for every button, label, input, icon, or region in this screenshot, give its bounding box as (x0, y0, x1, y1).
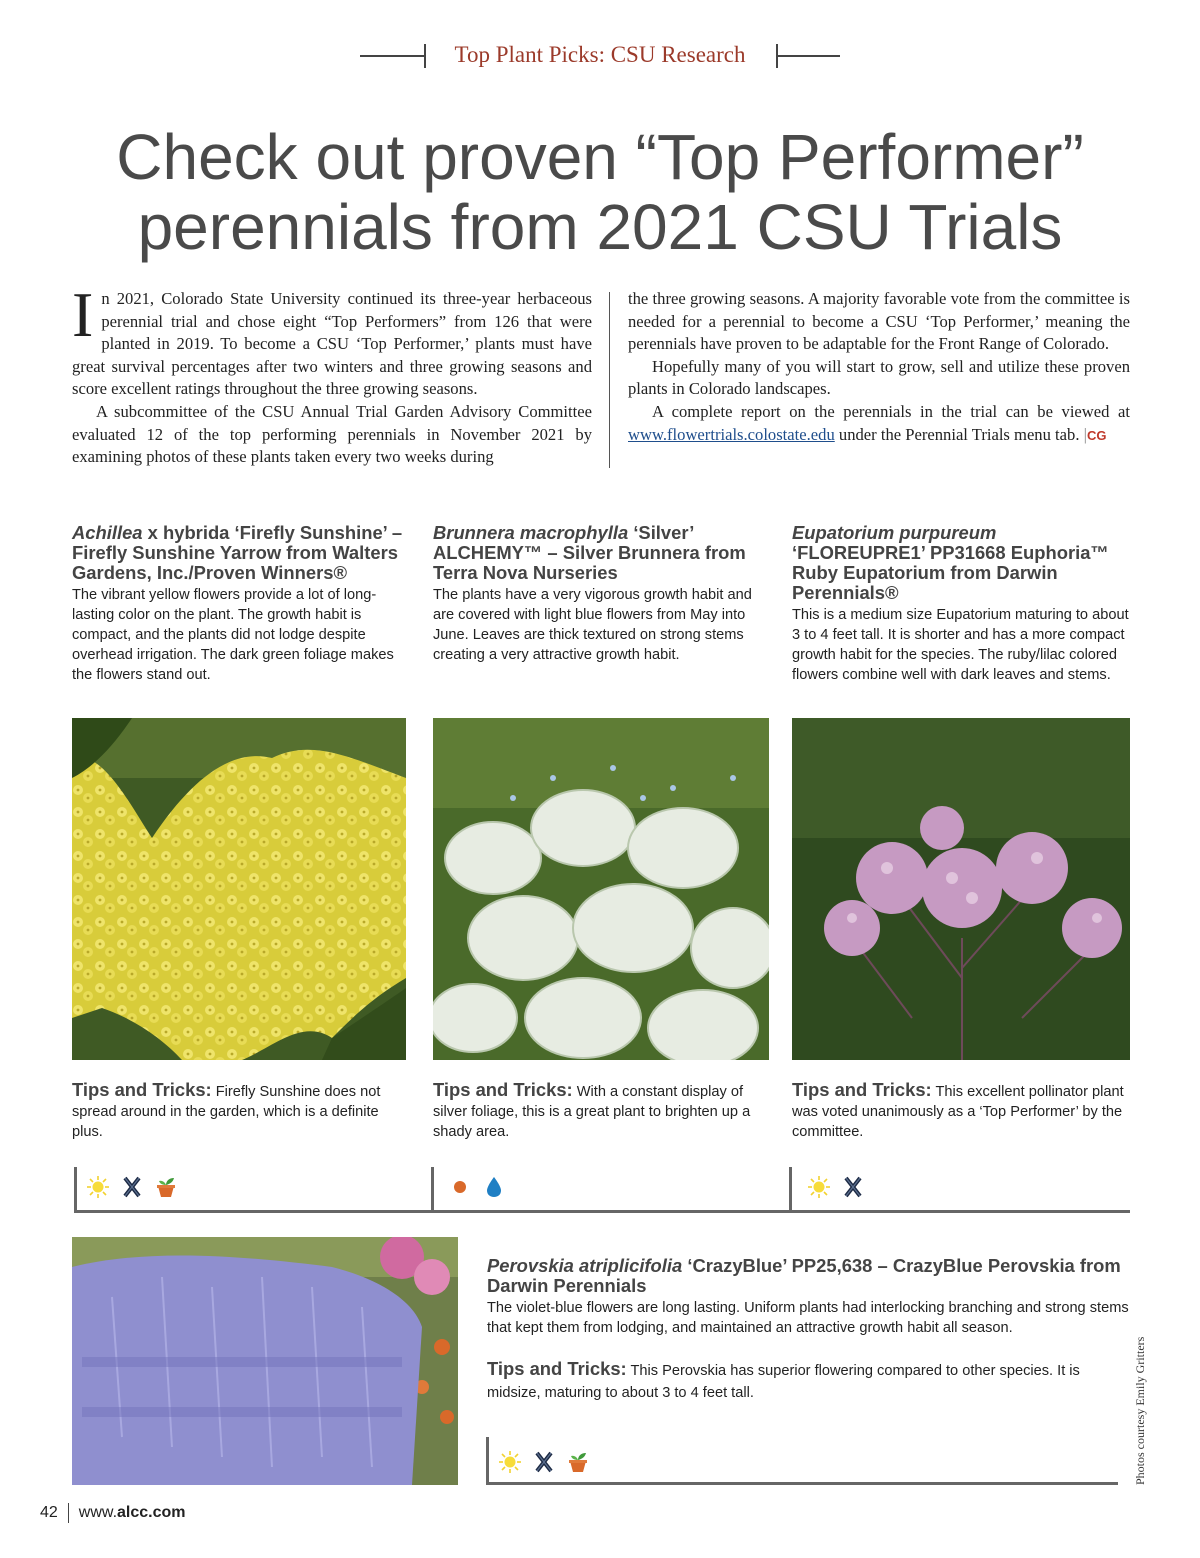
footer-domain[interactable]: alcc.com (117, 1504, 186, 1521)
deer-resistant-x-icon (120, 1175, 144, 1199)
icon-bar-base (74, 1210, 1130, 1213)
full-sun-icon (498, 1450, 522, 1474)
headline-line-1: Check out proven “Top Performer” (116, 121, 1084, 193)
section-title: Top Plant Picks: CSU Research (454, 42, 746, 67)
part-shade-icon (448, 1175, 472, 1199)
signature-separator: | (1083, 424, 1087, 444)
container-plant-icon (154, 1175, 178, 1199)
plant-description: This is a medium size Eupatorium maturing to about 3 to 4 feet tall. It is shorter and has a more compact growth habit for the species. The ruby/lilac colored flowers combine well with dark leaves and stems. (792, 607, 1129, 683)
plant-entry-perovskia (487, 1256, 1137, 1404)
footer-domain-prefix: www. (78, 1504, 118, 1521)
plant-name: ‘Silver’ ALCHEMY™ – Silver Brunnera from Terra Nova Nurseries (433, 522, 746, 583)
tips-text: Firefly Sunshine does not spread around in the garden, which is a definite plus. (72, 1084, 381, 1140)
tips-label: Tips and Tricks: (433, 1079, 573, 1100)
plant-description: The violet-blue flowers are long lasting. Uniform plants had interlocking branching and strong stems that kept them from lodging, and maintained an attractive growth habit all season. (487, 1300, 1129, 1336)
intro-paragraph-4: Hopefully many of you will start to grow, sell and utilize these proven plants in Colorado landscapes. (628, 356, 1130, 399)
plant-genus: Eupatorium purpureum (792, 522, 997, 543)
icon-bar-divider (789, 1167, 792, 1213)
tips-text: This excellent pollinator plant was voted unanimously as a ‘Top Performer’ by the committee. (792, 1084, 1124, 1140)
icon-bar-base (486, 1482, 1118, 1485)
tips-brunnera (433, 1080, 771, 1142)
tips-achillea (72, 1080, 410, 1142)
full-sun-icon (807, 1175, 831, 1199)
water-drop-icon (482, 1175, 506, 1199)
tips-text: With a constant display of silver foliage, this is a great plant to brighten up a shady area. (433, 1084, 751, 1140)
plant-entry-eupatorium (792, 523, 1132, 685)
plant-title (792, 523, 1132, 603)
trials-website-link[interactable]: www.flowertrials.colostate.edu (628, 424, 835, 444)
plant-description: The plants have a very vigorous growth habit and are covered with light blue flowers from May into June. Leaves are thick textured on strong stems creating a very attractive growth habit. (433, 587, 752, 663)
tips-label: Tips and Tricks: (72, 1079, 212, 1100)
tips-perovskia (487, 1358, 1137, 1404)
drop-cap: I (72, 279, 94, 350)
intro-paragraph-1: n 2021, Colorado State University continued its three-year herbaceous perennial trial and chose eight “Top Performers” from 126 that were planted in 2019. To become a CSU ‘Top Performer,’ plants must have great survival percentages after two winters and three growing seasons and score excellent ratings throughout the three growing seasons. (72, 289, 592, 399)
page-headline (40, 122, 1160, 262)
icons-eupatorium (807, 1175, 865, 1199)
deer-resistant-x-icon (841, 1175, 865, 1199)
plant-name: x hybrida ‘Firefly Sunshine’ – Firefly Sunshine Yarrow from Walters Gardens, Inc./Proven Winners® (72, 522, 403, 583)
tips-label: Tips and Tricks: (487, 1358, 627, 1379)
page-number: 42 (40, 1504, 58, 1521)
plant-name: ‘FLOREUPRE1’ PP31668 Euphoria™ Ruby Eupatorium from Darwin Perennials® (792, 542, 1109, 603)
footer-divider (68, 1503, 69, 1523)
intro-column-left (72, 279, 592, 469)
plant-genus: Achillea (72, 522, 143, 543)
plant-entry-achillea (72, 523, 410, 685)
tips-text: This Perovskia has superior flowering compared to other species. It is midsize, maturing to about 3 to 4 feet tall. (487, 1363, 1080, 1401)
photo-credit: Photos courtesy Emily Gritters (1133, 1336, 1147, 1485)
achillea-photo (72, 718, 406, 1060)
perovskia-photo (72, 1237, 458, 1485)
intro-paragraph-3: the three growing seasons. A majority favorable vote from the committee is needed for a perennial to become a CSU ‘Top Performer,’ meaning the perennials have proven to be adaptable for the Front Range of Colorado. (628, 289, 1130, 354)
tips-eupatorium (792, 1080, 1130, 1142)
author-signature: CG (1086, 427, 1107, 443)
tips-label: Tips and Tricks: (792, 1079, 932, 1100)
section-header (0, 38, 1200, 72)
report-text: A complete report on the perennials in the trial can be viewed at (652, 401, 1130, 421)
brunnera-photo (433, 718, 769, 1060)
deer-resistant-x-icon (532, 1450, 556, 1474)
icon-bar-divider (74, 1167, 77, 1213)
plant-entry-brunnera (433, 523, 773, 665)
report-text-end: under the Perennial Trials menu tab. (834, 424, 1084, 444)
intro-column-right (628, 288, 1130, 447)
plant-description: The vibrant yellow flowers provide a lot of long-lasting color on the plant. The growth habit is compact, and the plants did not lodge despite overhead irrigation. The dark green foliage makes the flowers stand out. (72, 587, 394, 683)
plant-genus: Brunnera macrophylla (433, 522, 629, 543)
icons-brunnera (448, 1175, 506, 1199)
growing-icons-perovskia (486, 1437, 1118, 1485)
eupatorium-photo (792, 718, 1130, 1060)
icon-bar-divider (486, 1437, 489, 1485)
plant-title (487, 1256, 1137, 1296)
growing-icons-row (74, 1167, 1130, 1213)
page-footer (40, 1500, 186, 1526)
plant-name: ‘CrazyBlue’ PP25,638 – CrazyBlue Perovskia from Darwin Perennials (487, 1255, 1121, 1296)
icons-achillea (86, 1175, 178, 1199)
full-sun-icon (86, 1175, 110, 1199)
intro-paragraph-2: A subcommittee of the CSU Annual Trial Garden Advisory Committee evaluated 12 of the top performing perennials in November 2021 by examining photos of these plants taken every two weeks during (72, 401, 592, 467)
headline-line-2: perennials from 2021 CSU Trials (137, 191, 1063, 263)
icon-bar-divider (431, 1167, 434, 1213)
column-divider (609, 292, 610, 468)
plant-genus: Perovskia atriplicifolia (487, 1255, 683, 1276)
plant-title (72, 523, 410, 583)
container-plant-icon (566, 1450, 590, 1474)
intro-paragraph-5 (628, 401, 1130, 447)
icons-perovskia (498, 1450, 590, 1474)
plant-title (433, 523, 773, 583)
